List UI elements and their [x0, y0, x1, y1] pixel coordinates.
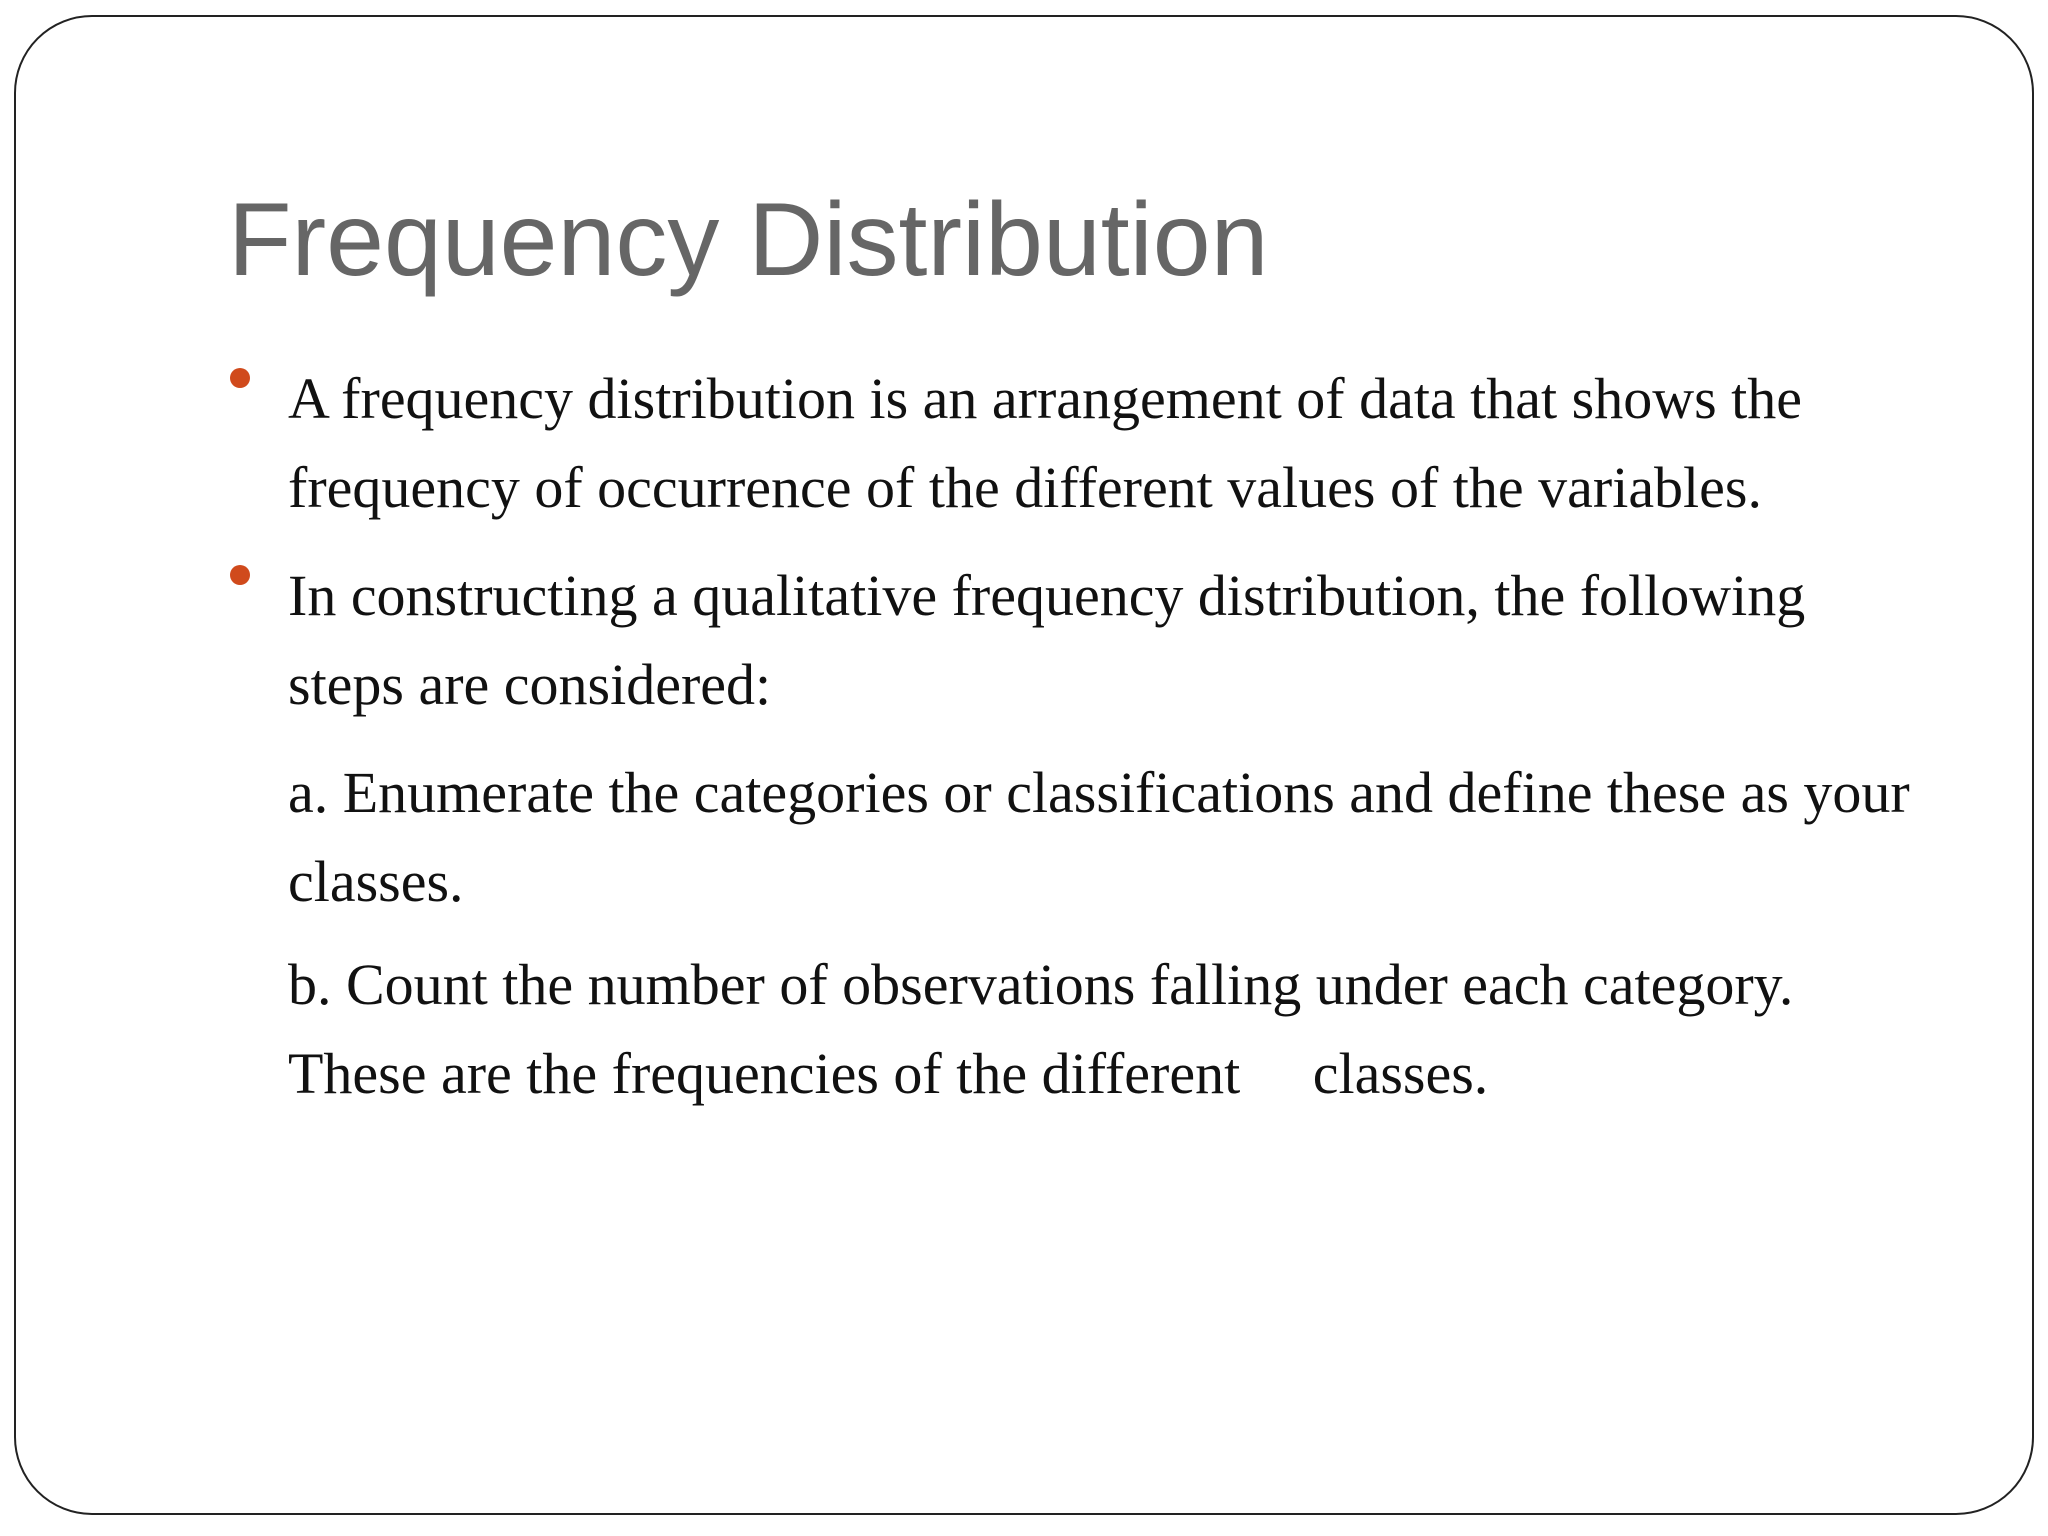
bullet-text: In constructing a qualitative frequency distribution, the following steps are considered:	[288, 563, 1806, 717]
step-text: a. Enumerate the categories or classifications and define these as your classes.	[288, 760, 1910, 914]
bullet-item-definition	[228, 354, 1928, 532]
slide-body	[228, 354, 1928, 1118]
step-item-a	[228, 748, 1928, 926]
step-item-b	[228, 940, 1928, 1118]
step-text-end: classes.	[1312, 1041, 1489, 1106]
bullet-dot-icon	[230, 565, 250, 585]
bullet-dot-icon	[230, 368, 250, 388]
bullet-item-steps-intro	[228, 551, 1928, 729]
bullet-text: A frequency distribution is an arrangement of data that shows the frequency of occurrence of the different values of the variables.	[288, 366, 1803, 520]
slide-title: Frequency Distribution	[228, 182, 1269, 298]
step-text: b. Count the number of observations falling under each category. These are the frequencies of the different	[288, 952, 1794, 1106]
